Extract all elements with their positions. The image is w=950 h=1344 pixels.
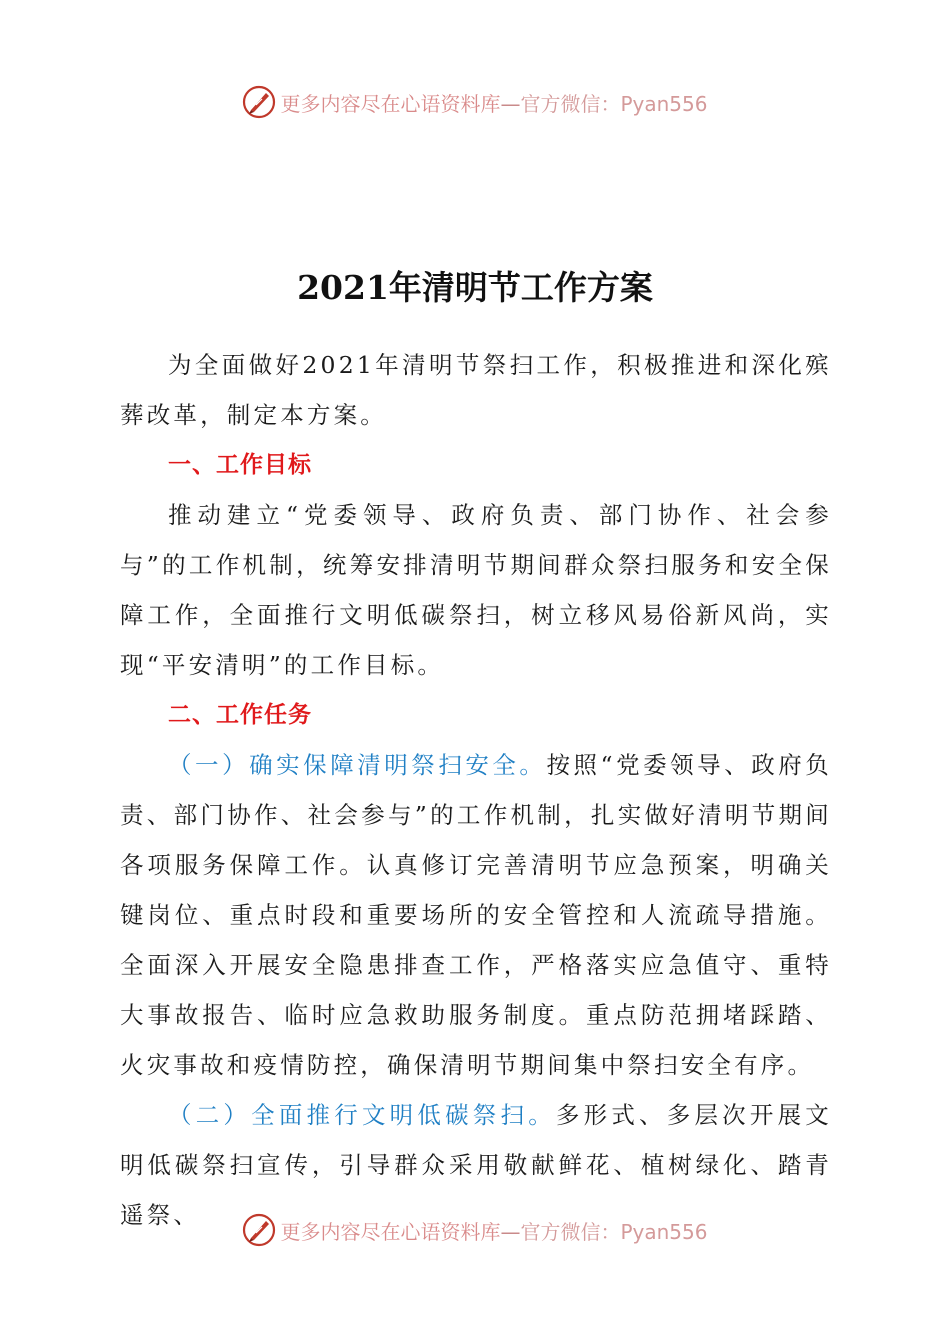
watermark-text <box>280 88 707 117</box>
watermark-brand: 更多内容尽在心语资料库 <box>280 1219 501 1244</box>
document-body <box>120 340 832 1240</box>
watermark-brand: 更多内容尽在心语资料库 <box>280 91 501 116</box>
watermark-separator: — <box>500 91 521 116</box>
task-2-title: （二）全面推行文明低碳祭扫。 <box>168 1101 556 1129</box>
section-heading-goals: 一、工作目标 <box>168 452 312 478</box>
task-2-body: 多形式、多层次开展文明低碳祭扫宣传，引导群众采用敬献鲜花、植树绿化、踏青遥祭、 <box>120 1101 832 1229</box>
watermark-wechat: 官方微信：Pyan556 <box>520 1219 708 1244</box>
intro-paragraph: 为全面做好2021年清明节祭扫工作，积极推进和深化殡葬改革，制定本方案。 <box>120 351 832 429</box>
section-heading-tasks: 二、工作任务 <box>168 702 312 728</box>
goals-paragraph: 推动建立“党委领导、政府负责、部门协作、社会参与”的工作机制，统筹安排清明节期间群众祭扫服务和安全保障工作，全面推行文明低碳祭扫，树立移风易俗新风尚，实现“平安清明”的工作目标。 <box>120 501 832 679</box>
watermark-text <box>280 1216 707 1245</box>
watermark-wechat: 官方微信：Pyan556 <box>520 91 708 116</box>
quill-pen-logo-icon <box>242 1213 276 1247</box>
watermark-footer <box>0 1210 950 1250</box>
watermark-separator: — <box>500 1219 521 1244</box>
quill-pen-logo-icon <box>242 85 276 119</box>
document-title: 2021年清明节工作方案 <box>297 268 653 307</box>
watermark-header <box>0 82 950 122</box>
task-1-title: （一）确实保障清明祭扫安全。 <box>168 751 547 779</box>
task-1-paragraph <box>120 740 832 1090</box>
task-1-body: 按照“党委领导、政府负责、部门协作、社会参与”的工作机制，扎实做好清明节期间各项服务保障工作。认真修订完善清明节应急预案，明确关键岗位、重点时段和重要场所的安全管控和人流疏导措施。全面深入开展安全隐患排查工作，严格落实应急值守、重特大事故报告、临时应急救助服务制度。重点防范拥堵踩踏、火灾事故和疫情防控，确保清明节期间集中祭扫安全有序。 <box>120 751 832 1079</box>
